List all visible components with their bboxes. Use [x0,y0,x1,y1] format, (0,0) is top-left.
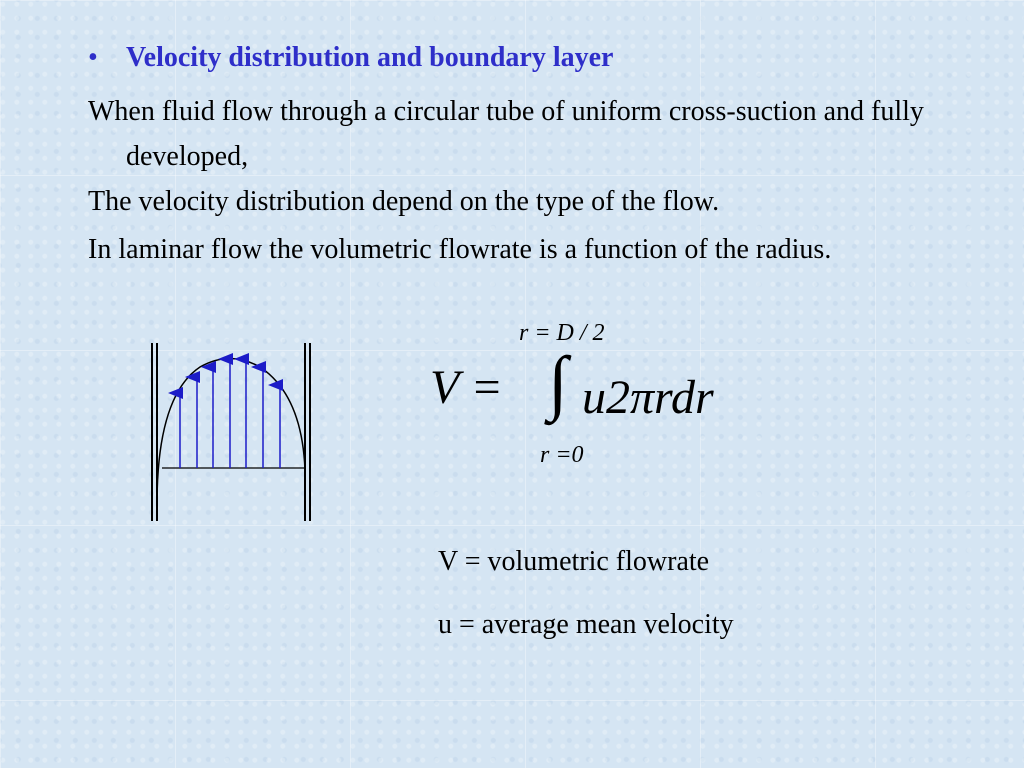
paragraph-laminar-flow: In laminar flow the volumetric flowrate is a function of the radius. [88,234,832,265]
pipe-wall-right [305,343,310,521]
slide-heading [88,42,613,74]
heading-text: Velocity distribution and boundary layer [126,42,614,73]
formula-integrand: u2πrdr [582,371,714,424]
integral-sign-icon: ∫ [548,342,568,422]
integral-lower-limit: r =0 [540,442,584,468]
bullet-icon: • [88,42,98,73]
definition-volumetric-flowrate: V = volumetric flowrate [438,546,710,577]
pipe-wall-left [152,343,157,521]
paragraph-velocity-distribution: The velocity distribution depend on the type of the flow. [88,186,720,217]
formula-lhs: V = [430,361,503,414]
parabolic-profile-curve [157,359,305,501]
velocity-arrows [180,359,280,468]
integral-upper-limit: r = D / 2 [519,320,605,346]
flowrate-integral-formula [420,320,760,480]
paragraph-fluid-flow: When fluid flow through a circular tube of uniform cross-suction and fully developed, [88,96,924,172]
velocity-profile-diagram [140,335,330,530]
definition-mean-velocity: u = average mean velocity [438,609,734,640]
